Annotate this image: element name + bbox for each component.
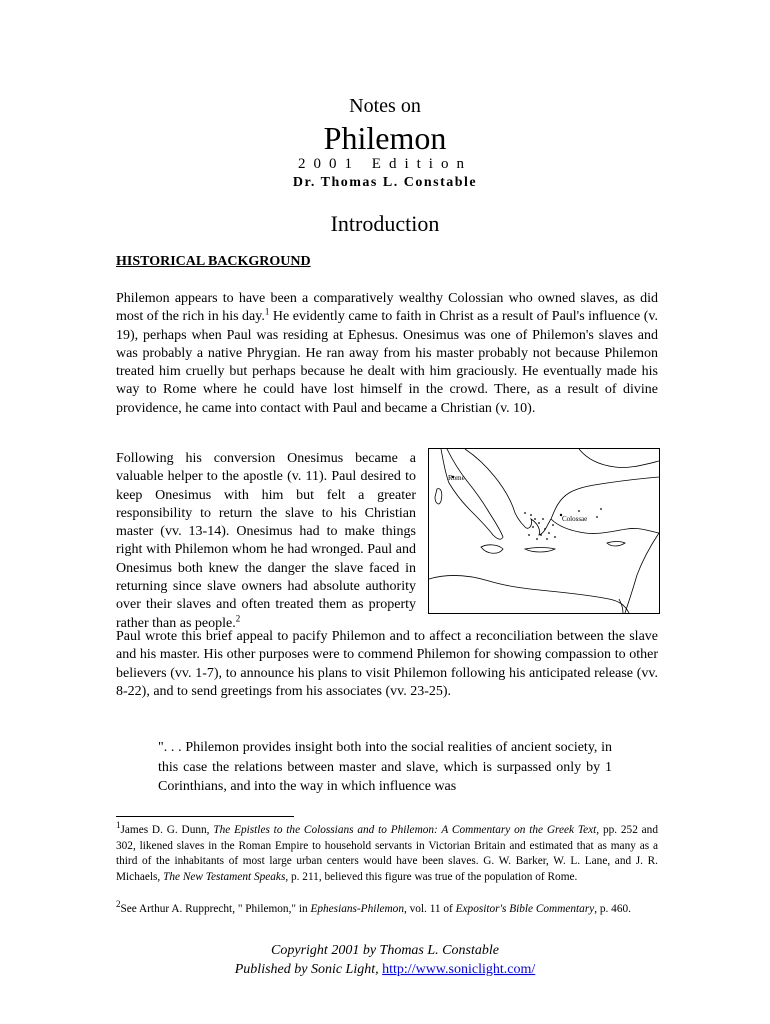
paragraph-1 <box>116 290 658 418</box>
footnote-1-text-c: , p. 211, believed this figure was true of the population of Rome. <box>285 870 578 883</box>
mediterranean-map <box>428 448 660 614</box>
footnote-1-title: The Epistles to the Colossians and to Philemon: A Commentary on the Greek Text <box>213 824 597 836</box>
footnote-ref-2[interactable]: 2 <box>235 613 241 624</box>
footnote-1-text-b: , pp. 252 and 302, likened slaves in the Roman Empire to household servants in Victorian Britain and estimated that as many as a third of the inhabitants of most large urban centers would have been slaves. G. W. Barker, W. L. Lane, and J. R. Michaels, <box>116 824 658 883</box>
soniclight-link[interactable]: http://www.soniclight.com/ <box>382 962 536 977</box>
footnote-2-number: 2 <box>116 899 121 910</box>
footnote-2-title2: Expositor's Bible Commentary <box>455 903 595 915</box>
footnote-2-text-a: See Arthur A. Rupprecht, " Philemon," in <box>120 903 311 915</box>
notes-on-label: Notes on <box>349 95 421 117</box>
published-line <box>0 962 770 978</box>
paragraph-3: Paul wrote this brief appeal to pacify Philemon and to affect a reconciliation between the slave and his master. His other purposes were to commend Philemon for showing compassion to other believers (vv. 1-7), to announce his plans to visit Philemon following his anticipated release (vv. 8-22), and to send greetings from his associates (vv. 23-25). <box>116 629 658 699</box>
footnote-1-number: 1 <box>116 820 121 831</box>
footnote-ref-1[interactable]: 1 <box>264 306 270 317</box>
section-title: Introduction <box>330 211 440 236</box>
footnote-2-text-b: , vol. 11 of <box>403 903 456 915</box>
edition-label: 2001 Edition <box>298 156 472 172</box>
paragraph-1-start: Philemon appears to have been a comparatively wealthy Colossian who owned slaves, as did most of the rich in his day. <box>116 291 658 325</box>
paragraph-2-text: Following his conversion Onesimus became a valuable helper to the apostle (v. 11). Paul desired to keep Onesimus with him but felt a greater responsibility to return the slave to his Christian master (vv. 13-14). Onesimus had to make things right with Philemon whom he had wronged. Paul and Onesimus both knew the danger the slave faced in returning since slave owners had absolute authority over their slaves and often treated them as property rather than as people. <box>116 451 416 631</box>
author-name: Dr. Thomas L. Constable <box>292 175 478 190</box>
book-title: Philemon <box>323 120 447 156</box>
map-label-rome: Rome <box>448 474 465 482</box>
paragraph-1-rest: He evidently came to faith in Christ as a result of Paul's influence (v. 19), perhaps when Paul was residing at Ephesus. Onesimus was one of Philemon's slaves and was probably a native Phrygian. He ran away from his master probably not because Philemon treated him cruelly but perhaps because he dealt with him graciously. He eventually made his way to Rome where he could have lost himself in the crowd. There, as a result of divine providence, he came into contact with Paul and became a Christian (v. 10). <box>116 309 659 416</box>
published-prefix: Published by Sonic Light, <box>234 962 383 977</box>
map-label-colossae: Colossae <box>562 515 588 523</box>
footnote-2 <box>116 899 658 918</box>
historical-background-heading: HISTORICAL BACKGROUND <box>116 254 311 269</box>
paragraph-2 <box>116 450 416 633</box>
copyright-line: Copyright 2001 by Thomas L. Constable <box>271 943 499 958</box>
block-quote: ". . . Philemon provides insight both into the social realities of ancient society, in this case the relations between master and slave, which is surpassed only by 1 Corinthians, and into the way in which influence was <box>158 740 612 794</box>
footnote-2-title: Ephesians-Philemon <box>310 903 404 915</box>
footnote-1 <box>116 820 658 885</box>
footnote-1-title2: The New Testament Speaks <box>163 870 286 883</box>
footnote-1-text-a: James D. G. Dunn, <box>120 824 214 836</box>
footnote-2-text-c: , p. 460. <box>594 903 631 915</box>
footnote-divider <box>116 816 294 817</box>
